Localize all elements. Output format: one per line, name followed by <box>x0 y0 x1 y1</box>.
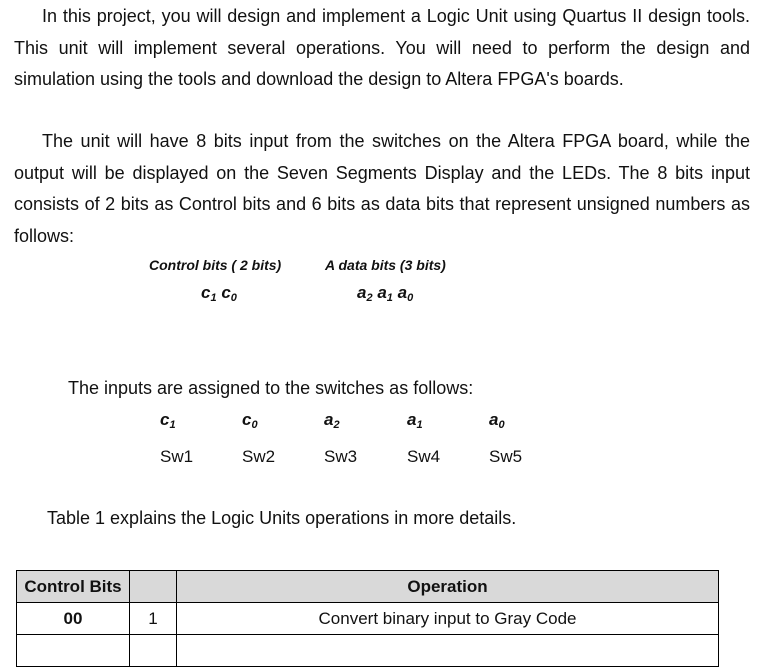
row-index: 1 <box>130 603 177 635</box>
intro-paragraph: In this project, you will design and implement a Logic Unit using Quartus II design tools. This unit will implement several operations. You will need to perform the design and simulation using the tools and download the design to Altera FPGA's boards. <box>14 6 750 89</box>
switch-label-sw3: Sw3 <box>324 447 358 466</box>
switch-bit-c0: $c_0$ <box>242 410 258 431</box>
switch-label-sw4: Sw4 <box>407 447 441 466</box>
a0-symbol: $a_0$ <box>397 283 414 304</box>
header-operation: Operation <box>177 571 719 603</box>
table-intro: Table 1 explains the Logic Units operations in more details. <box>47 508 517 528</box>
a1-symbol: $a_1$ <box>377 283 393 304</box>
switch-label-sw2: Sw2 <box>242 447 276 466</box>
row-operation: Convert binary input to Gray Code <box>177 603 719 635</box>
switch-bit-c1: $c_1$ <box>160 410 176 431</box>
c1-symbol: $c_1$ <box>201 283 217 304</box>
table-header-row <box>17 571 719 603</box>
header-index <box>130 571 177 603</box>
data-bit-symbols <box>357 283 413 304</box>
switch-bit-a0: $a_0$ <box>489 410 505 431</box>
inputs-paragraph: The unit will have 8 bits input from the switches on the Altera FPGA board, while the output will be displayed on the Seven Segments Display and the LEDs. The 8 bits input consists of 2 bits as Control bits and 6 bits as data bits that represent unsigned numbers as follows: <box>14 131 750 246</box>
switch-label-sw1: Sw1 <box>160 447 194 466</box>
operations-table <box>16 570 719 667</box>
switch-bit-a2: $a_2$ <box>324 410 340 431</box>
control-bits-header: Control bits ( 2 bits) <box>149 257 282 273</box>
table-row <box>17 635 719 667</box>
c0-symbol: $c_0$ <box>221 283 237 304</box>
data-bits-header: A data bits (3 bits) <box>325 257 446 273</box>
a2-symbol: $a_2$ <box>357 283 373 304</box>
control-bit-symbols <box>201 283 237 304</box>
header-control-bits: Control Bits <box>17 571 130 603</box>
switch-assignment-intro: The inputs are assigned to the switches as follows: <box>68 378 474 398</box>
switch-label-sw5: Sw5 <box>489 447 523 466</box>
table-row <box>17 603 719 635</box>
switch-bit-a1: $a_1$ <box>407 410 423 431</box>
row-control-value: 00 <box>17 603 130 635</box>
